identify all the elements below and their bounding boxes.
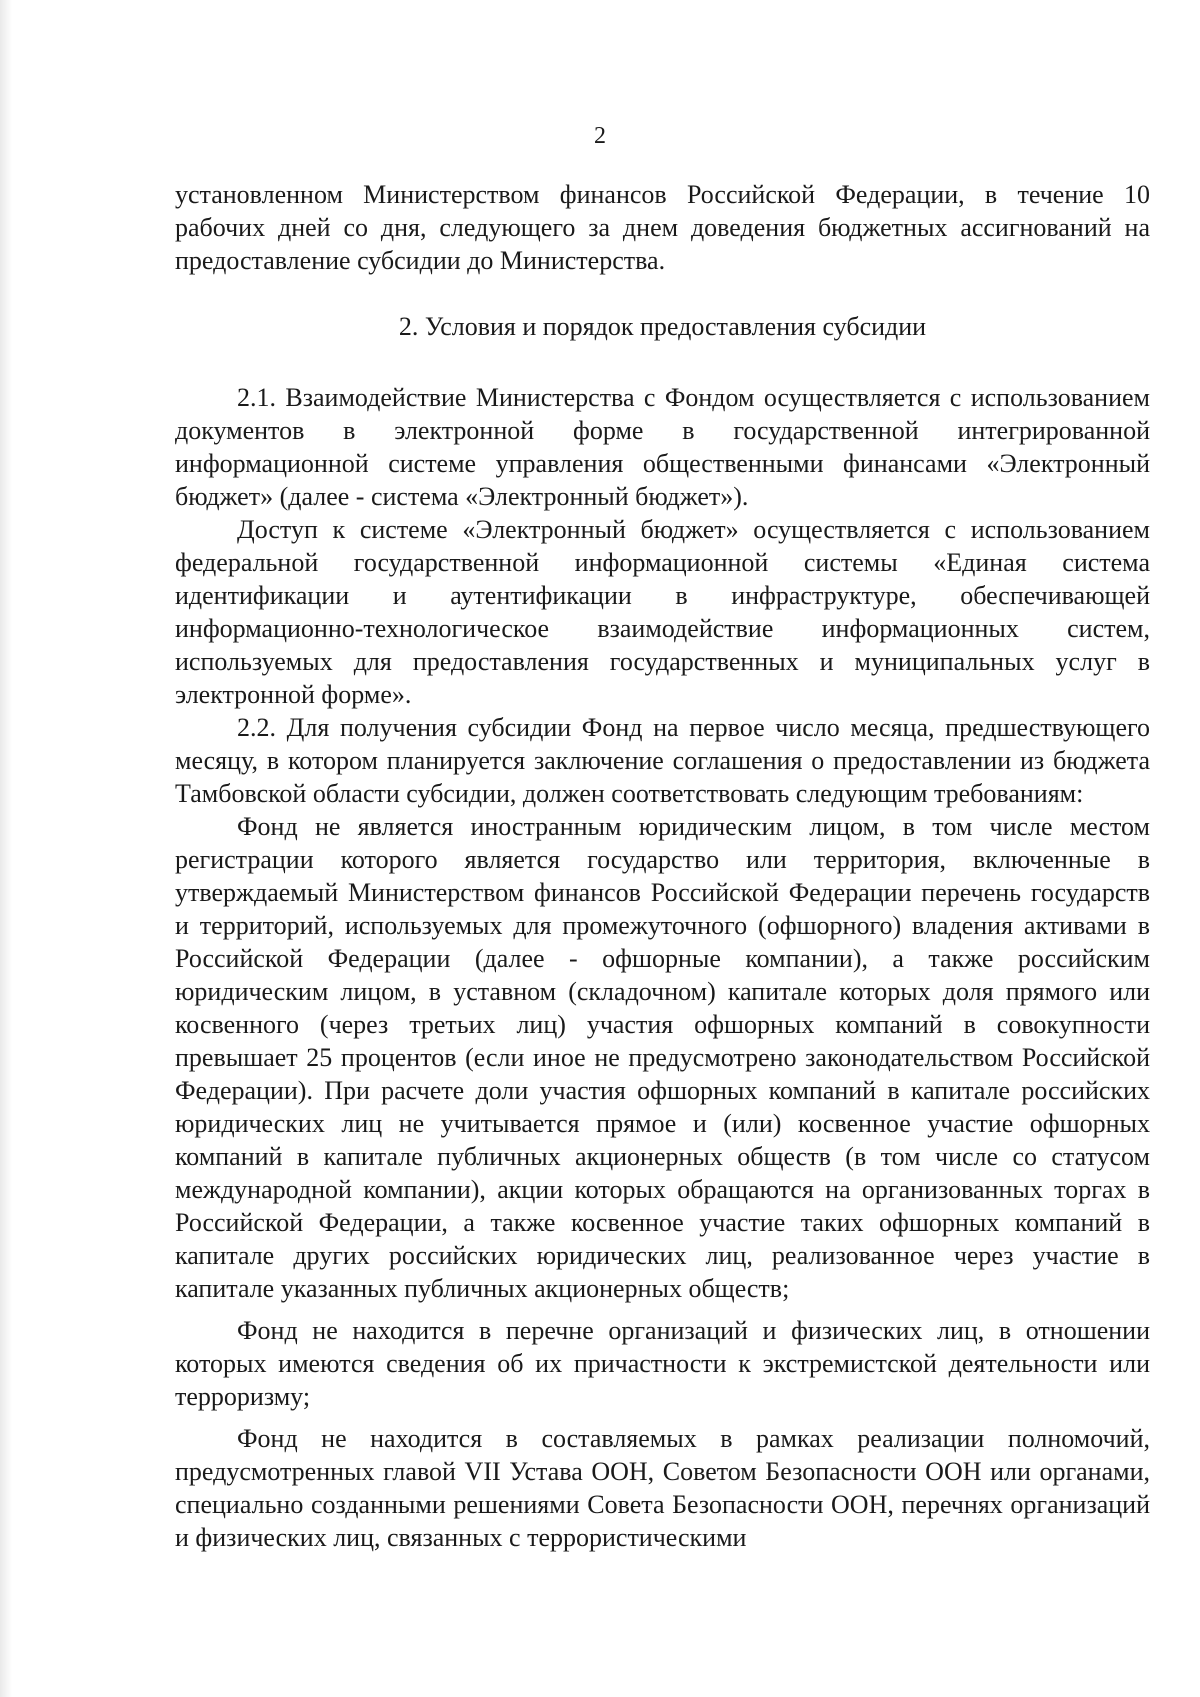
paragraph-extremism: Фонд не находится в перечне организаций и физических лиц, в отношении которых имеются сведения об их причастности к экстремистской деятельности или терроризму;	[175, 1316, 1150, 1411]
paragraph-continuation: установленном Министерством финансов Российской Федерации, в течение 10 рабочих дней со дня, следующего за днем доведения бюджетных ассигнований на предоставление субсидии до Министерства.	[175, 180, 1150, 275]
paragraph-access: Доступ к системе «Электронный бюджет» осуществляется с использованием федеральной государственной информационной системы «Единая система идентификации и аутентификации в инфраструктуре, обеспечивающей информационно-технологическое взаимодействие информационных систем, используемых для предоставления государственных и муниципальных услуг в электронной форме».	[175, 515, 1150, 709]
paragraph-offshore: Фонд не является иностранным юридическим лицом, в том числе местом регистрации которого является государство или территория, включенные в утверждаемый Министерством финансов Российской Федерации перечень государств и территорий, используемых для промежуточного (офшорного) владения активами в Российской Федерации (далее - офшорные компании), а также российским юридическим лицом, в уставном (складочном) капитале которых доля прямого или косвенного (через третьих лиц) участия офшорных компаний в совокупности превышает 25 процентов (если иное не предусмотрено законодательством Российской Федерации). При расчете доли участия офшорных компаний в капитале российских юридических лиц не учитывается прямое и (или) косвенное участие офшорных компаний в капитале публичных акционерных обществ (в том числе со статусом международной компании), акции которых обращаются на организованных торгах в Российской Федерации, а также косвенное участие таких офшорных компаний в капитале других российских юридических лиц, реализованное через участие в капитале указанных публичных акционерных обществ;	[175, 812, 1150, 1303]
paragraph-2-2: 2.2. Для получения субсидии Фонд на первое число месяца, предшествующего месяцу, в котором планируется заключение соглашения о предоставлении из бюджета Тамбовской области субсидии, должен соответствовать следующим требованиям:	[175, 713, 1150, 808]
page-number: 2	[594, 123, 606, 149]
document-body	[175, 178, 1150, 1554]
paragraph-2-1: 2.1. Взаимодействие Министерства с Фондом осуществляется с использованием документов в электронной форме в государственной интегрированной информационной системе управления общественными финансами «Электронный бюджет» (далее - система «Электронный бюджет»).	[175, 383, 1150, 511]
scan-edge-shadow	[0, 0, 12, 1697]
paragraph-un-lists: Фонд не находится в составляемых в рамках реализации полномочий, предусмотренных главой VII Устава ООН, Советом Безопасности ООН или органами, специально созданными решениями Совета Безопасности ООН, перечнях организаций и физических лиц, связанных с террористическими	[175, 1424, 1150, 1552]
section-heading: 2. Условия и порядок предоставления субсидии	[398, 312, 927, 341]
